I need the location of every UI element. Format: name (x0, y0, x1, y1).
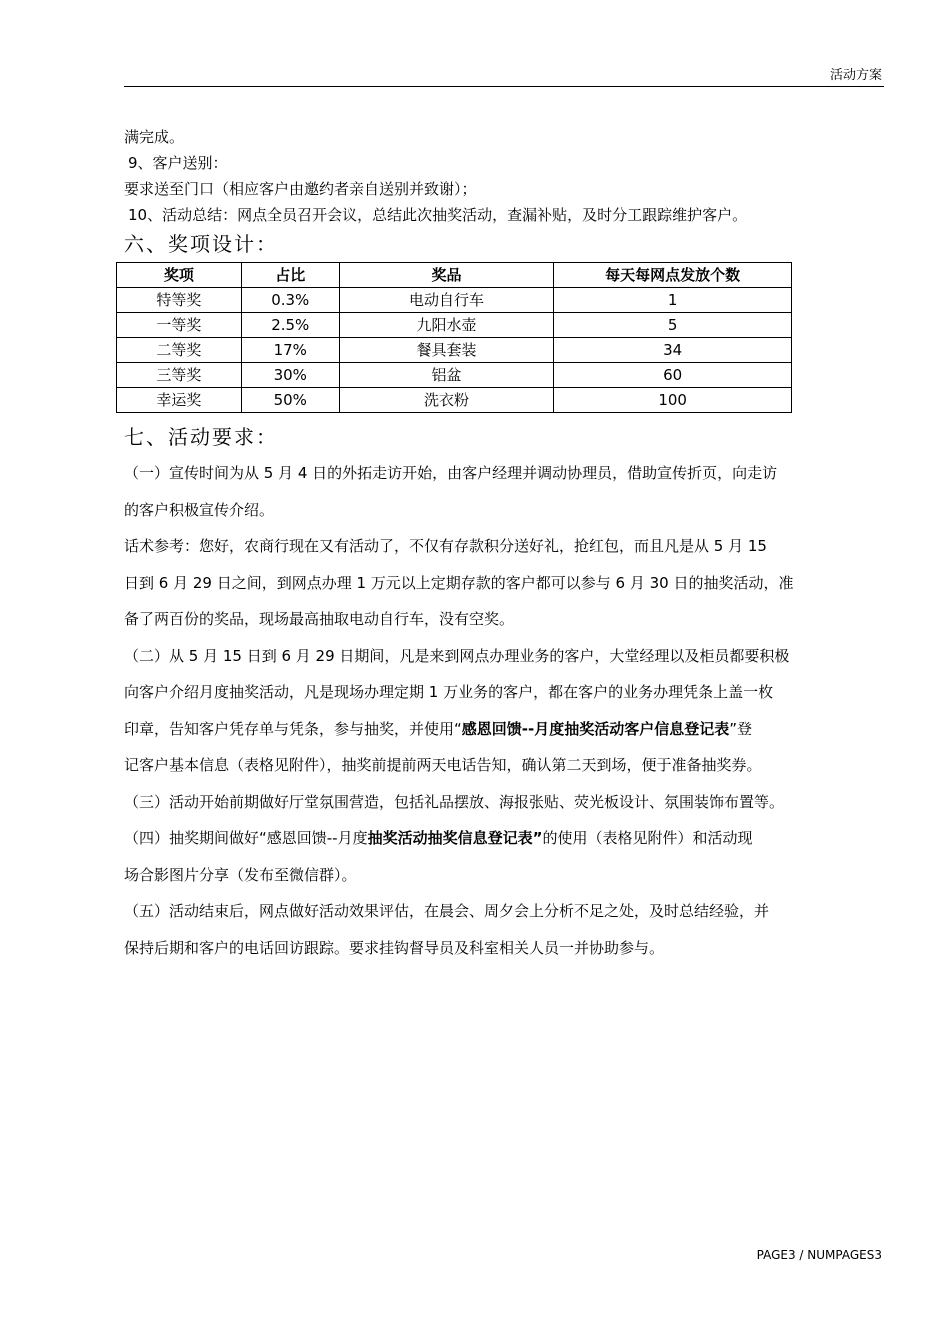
table-row (117, 313, 792, 338)
bold-form-name: 抽奖活动抽奖信息登记表” (367, 829, 543, 847)
section-heading-requirements: 七、活动要求： (124, 425, 278, 449)
table-header-row (117, 263, 792, 288)
text-run: 印章，告知客户凭存单与凭条，参与抽奖，并使用“ (124, 719, 462, 738)
text-line: 满完成。 (124, 128, 185, 146)
column-header: 每天每网点发放个数 (554, 263, 792, 288)
table-cell: 三等奖 (117, 363, 242, 388)
table-row (117, 388, 792, 413)
column-header: 占比 (241, 263, 339, 288)
table-cell: 34 (554, 338, 792, 363)
header-title: 活动方案 (829, 68, 882, 83)
section-heading-prizes: 六、奖项设计： (124, 232, 278, 256)
paragraph-script (124, 528, 888, 638)
text-line (124, 820, 888, 857)
text-line: （五）活动结束后，网点做好活动效果评估，在晨会、周夕会上分析不足之处，及时总结经验，并 (124, 902, 770, 920)
text-line: （二）从 5 月 15 日到 6 月 29 日期间，凡是来到网点办理业务的客户，大堂经理以及柜员都要积极 (124, 646, 790, 665)
table-cell: 1 (554, 288, 792, 313)
text-line: 10、活动总结：网点全员召开会议，总结此次抽奖活动，查漏补贴，及时分工跟踪维护客户。 (128, 206, 748, 224)
table-cell: 17% (241, 338, 339, 363)
text-run: 的使用（表格见附件）和活动现 (542, 829, 753, 847)
text-line: 保持后期和客户的电话回访跟踪。要求挂钩督导员及科室相关人员一并协助参与。 (124, 938, 665, 957)
table-cell: 洗衣粉 (339, 388, 554, 413)
table-cell: 100 (554, 388, 792, 413)
text-line: （一）宣传时间为从 5 月 4 日的外拓走访开始，由客户经理并调动协理员，借助宣传折页，向走访 (124, 464, 778, 482)
text-line: 记客户基本信息（表格见附件），抽奖前提前两天电话告知，确认第二天到场，便于准备抽奖券。 (124, 756, 762, 774)
text-line: 的客户积极宣传介绍。 (124, 500, 275, 519)
table-row (117, 288, 792, 313)
column-header: 奖项 (117, 263, 242, 288)
table-cell: 电动自行车 (339, 288, 554, 313)
text-line: 向客户介绍月度抽奖活动，凡是现场办理定期 1 万业务的客户，都在客户的业务办理凭条上盖一枚 (124, 683, 774, 701)
table-cell: 2.5% (241, 313, 339, 338)
text-line: 要求送至门口（相应客户由邀约者亲自送别并致谢）； (124, 180, 477, 198)
header-rule (124, 86, 884, 87)
table-cell: 60 (554, 363, 792, 388)
text-run: （四）抽奖期间做好“感恩回馈--月度 (124, 829, 368, 847)
table-cell: 一等奖 (117, 313, 242, 338)
text-line: 日到 6 月 29 日之间，到网点办理 1 万元以上定期存款的客户都可以参与 6 月 30 日的抽奖活动，准 (124, 573, 794, 592)
text-line: 话术参考：您好，农商行现在又有活动了，不仅有存款积分送好礼，抢红包，而且凡是从 5 月 15 (124, 537, 767, 555)
table-cell: 0.3% (241, 288, 339, 313)
text-line (124, 711, 888, 748)
table-cell: 5 (554, 313, 792, 338)
table-cell: 九阳水壶 (339, 313, 554, 338)
paragraph-evaluation (124, 893, 888, 966)
paragraph-lottery-period (124, 820, 888, 893)
prize-table (116, 262, 792, 413)
table-cell: 二等奖 (117, 338, 242, 363)
text-line: 场合影图片分享（发布至微信群）。 (124, 865, 357, 884)
table-cell: 铝盆 (339, 363, 554, 388)
table-cell: 特等奖 (117, 288, 242, 313)
text-run: ”登 (729, 719, 753, 738)
table-row (117, 363, 792, 388)
text-line: 备了两百份的奖品，现场最高抽取电动自行车，没有空奖。 (124, 610, 515, 628)
column-header: 奖品 (339, 263, 554, 288)
page-number: PAGE3 / NUMPAGES3 (756, 1248, 882, 1262)
paragraph-atmosphere: （三）活动开始前期做好厅堂氛围营造，包括礼品摆放、海报张贴、荧光板设计、氛围装饰布置等。 (124, 792, 785, 811)
table-cell: 餐具套装 (339, 338, 554, 363)
paragraph-publicity (124, 455, 888, 528)
paragraph-period (124, 638, 888, 784)
table-cell: 50% (241, 388, 339, 413)
document-body (124, 124, 888, 966)
bold-form-name: 感恩回馈--月度抽奖活动客户信息登记表 (461, 719, 730, 738)
table-row (117, 338, 792, 363)
table-cell: 幸运奖 (117, 388, 242, 413)
table-cell: 30% (241, 363, 339, 388)
text-line: 9、客户送别： (128, 154, 228, 172)
